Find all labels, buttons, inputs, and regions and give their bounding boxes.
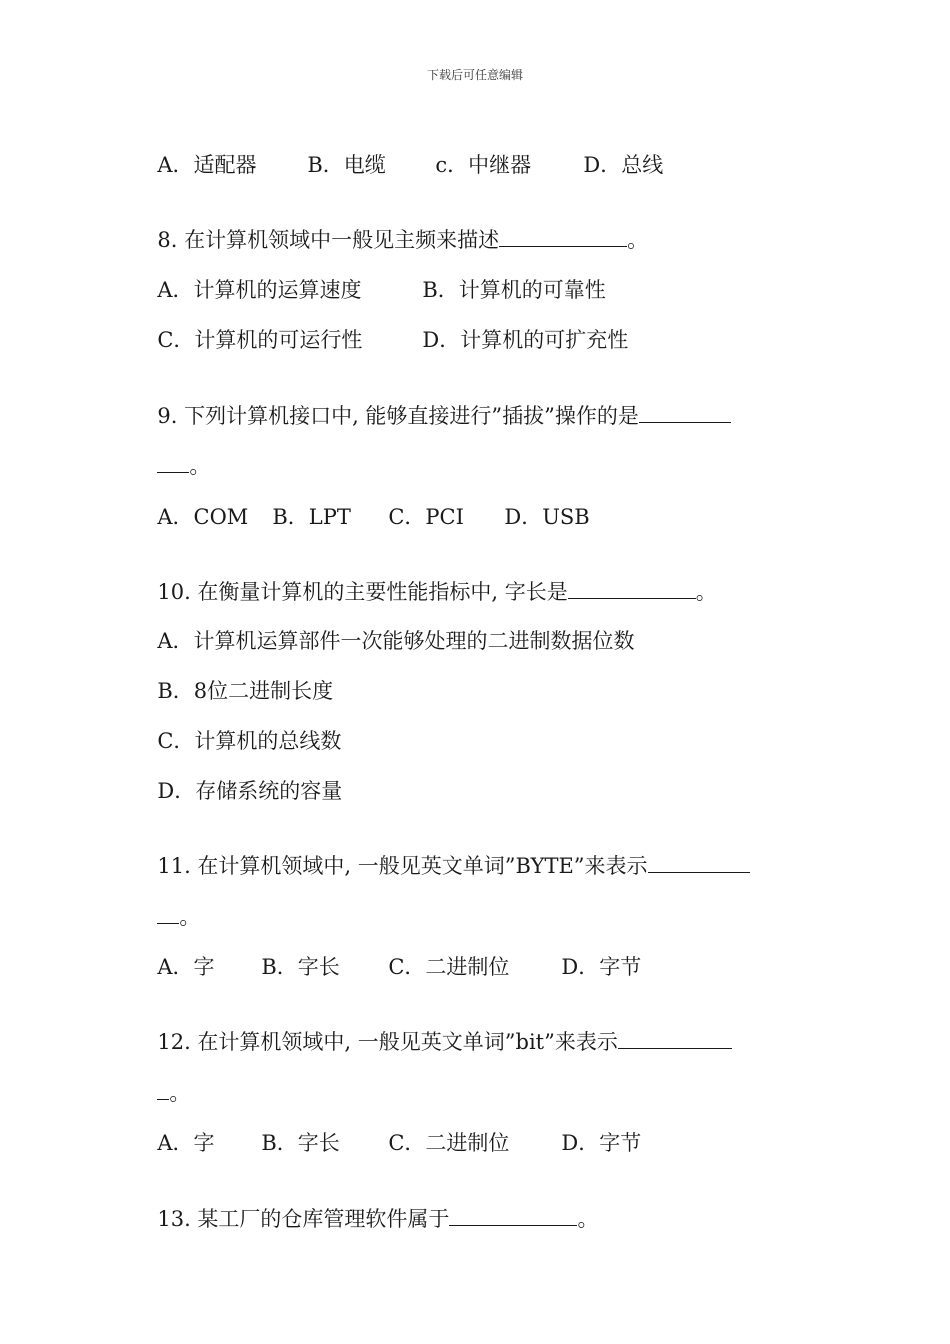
q12-option-d: D．字节 <box>561 1131 642 1155</box>
q10-end: 。 <box>695 580 717 604</box>
q9-option-a: A．COM <box>157 505 249 529</box>
q9-option-d: D．USB <box>504 505 590 529</box>
q10-option-c: C．计算机的总线数 <box>157 729 342 753</box>
q8-option-b: B．计算机的可靠性 <box>422 278 606 302</box>
q11-answer-blank[interactable] <box>648 852 750 873</box>
q10-question <box>144 550 717 606</box>
q7-option-a: A．适配器 <box>157 153 257 177</box>
q10-option-d: D．存储系统的容量 <box>157 779 343 803</box>
q11-question-cont <box>144 875 200 931</box>
q11-end: 。 <box>179 905 201 929</box>
q8-question <box>144 198 648 254</box>
q10-stem: 10. 在衡量计算机的主要性能指标中, 字长是 <box>157 580 568 604</box>
q12-question-cont <box>144 1051 190 1107</box>
q9-stem: 9. 下列计算机接口中, 能够直接进行”插拔”操作的是 <box>157 404 639 428</box>
q9-option-b: B．LPT <box>272 505 351 529</box>
page-header: 下载后可任意编辑 <box>426 68 523 82</box>
q8-end: 。 <box>627 228 649 252</box>
q13-answer-blank[interactable] <box>449 1205 577 1226</box>
q10-option-b-line <box>144 649 333 705</box>
q12-option-c: C．二进制位 <box>388 1131 510 1155</box>
q9-answer-blank-cont[interactable] <box>157 452 189 473</box>
q11-option-d: D．字节 <box>561 955 642 979</box>
q8-stem: 8. 在计算机领域中一般见主频来描述 <box>157 228 500 252</box>
q10-option-d-line <box>144 749 342 805</box>
q12-stem: 12. 在计算机领域中, 一般见英文单词”bit”来表示 <box>157 1030 618 1054</box>
q9-option-c: C．PCI <box>388 505 464 529</box>
q12-answer-blank[interactable] <box>618 1028 732 1049</box>
q11-option-c: C．二进制位 <box>388 955 510 979</box>
q8-option-a: A．计算机的运算速度 <box>157 278 362 302</box>
q10-option-b: B．8位二进制长度 <box>157 679 334 703</box>
q12-answer-blank-cont[interactable] <box>157 1079 169 1100</box>
q9-question-cont <box>144 424 210 480</box>
q13-question <box>144 1177 598 1233</box>
q7-option-c: c．中继器 <box>435 153 532 177</box>
q7-options <box>144 123 663 179</box>
q11-option-b: B．字长 <box>261 955 340 979</box>
q8-options-row1 <box>144 248 606 304</box>
q11-answer-blank-cont[interactable] <box>157 903 179 924</box>
q11-option-a: A．字 <box>157 955 215 979</box>
q9-end: 。 <box>189 454 211 478</box>
q10-option-c-line <box>144 699 341 755</box>
q8-answer-blank[interactable] <box>499 226 627 247</box>
q12-option-b: B．字长 <box>261 1131 340 1155</box>
q11-question <box>144 824 750 880</box>
q11-stem: 11. 在计算机领域中, 一般见英文单词”BYTE”来表示 <box>157 854 648 878</box>
q12-question <box>144 1000 732 1056</box>
q10-option-a-line <box>144 599 635 655</box>
q12-options <box>144 1101 641 1157</box>
q9-options <box>144 475 590 531</box>
q12-end: 。 <box>169 1081 191 1105</box>
q9-answer-blank[interactable] <box>639 402 731 423</box>
q13-stem: 13. 某工厂的仓库管理软件属于 <box>157 1207 450 1231</box>
q8-options-row2 <box>144 298 628 354</box>
q12-option-a: A．字 <box>157 1131 215 1155</box>
q7-option-b: B．电缆 <box>307 153 386 177</box>
q11-options <box>144 925 641 981</box>
q10-option-a: A．计算机运算部件一次能够处理的二进制数据位数 <box>157 629 635 653</box>
q8-option-d: D．计算机的可扩充性 <box>422 328 629 352</box>
q8-option-c: C．计算机的可运行性 <box>157 328 363 352</box>
q10-answer-blank[interactable] <box>568 578 696 599</box>
q9-question <box>144 374 731 430</box>
q13-end: 。 <box>577 1207 599 1231</box>
q7-option-d: D．总线 <box>583 153 664 177</box>
